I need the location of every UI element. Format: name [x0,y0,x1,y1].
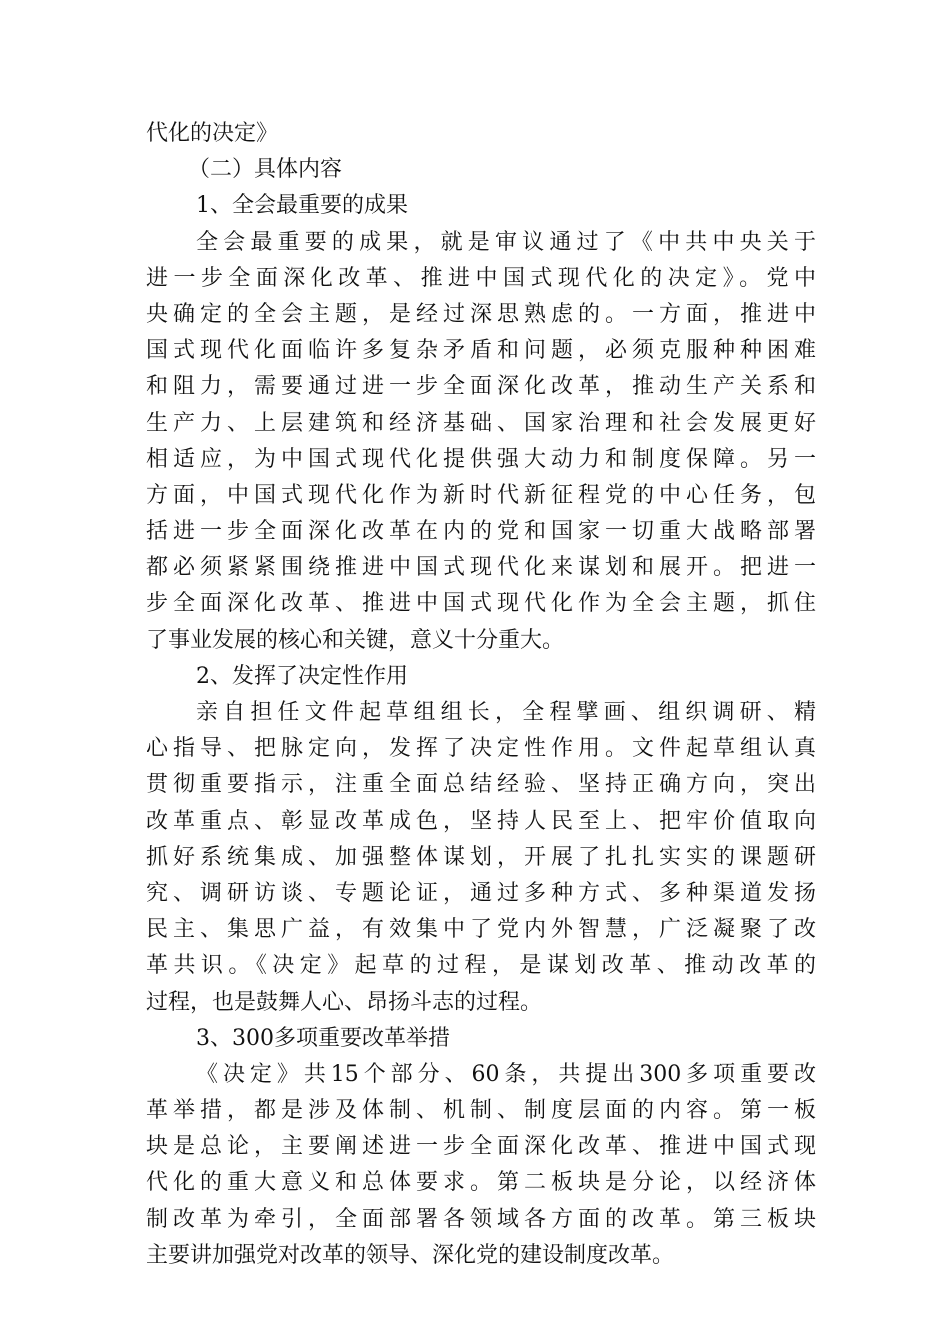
subheading: 1、全会最重要的成果 [196,193,408,219]
paragraph-line: 方面，中国式现代化作为新时代新征程党的中心任务，包 [146,482,816,508]
paragraph-line: 括进一步全面深化改革在内的党和国家一切重大战略部署 [146,519,816,545]
paragraph-line: 革共识。《决定》起草的过程，是谋划改革、推动改革的 [146,953,816,979]
paragraph-line: 抓好系统集成、加强整体谋划，开展了扎扎实实的课题研 [146,844,816,870]
document-body [146,116,816,1274]
paragraph-line: 究、调研访谈、专题论证，通过多种方式、多种渠道发扬 [146,880,816,906]
paragraph-line: 心指导、把脉定向，发挥了决定性作用。文件起草组认真 [146,736,816,762]
paragraph-line: 相适应，为中国式现代化提供强大动力和制度保障。另一 [146,446,816,472]
subheading: 3、300多项重要改革举措 [196,1025,450,1051]
paragraph-line: 块是总论，主要阐述进一步全面深化改革、推进中国式现 [146,1134,816,1160]
section-heading: （二）具体内容 [188,157,343,183]
paragraph-line: 代化的重大意义和总体要求。第二板块是分论，以经济体 [146,1170,816,1196]
paragraph-line: 《决定》共15个部分、60条，共提出300多项重要改 [196,1061,816,1087]
paragraph-line: 央确定的全会主题，是经过深思熟虑的。一方面，推进中 [146,301,816,327]
paragraph-line: 贯彻重要指示，注重全面总结经验、坚持正确方向，突出 [146,772,816,798]
paragraph-line: 步全面深化改革、推进中国式现代化作为全会主题，抓住 [146,591,816,617]
paragraph-line: 国式现代化面临许多复杂矛盾和问题，必须克服种种困难 [146,338,816,364]
paragraph-line: 代化的决定》 [146,121,279,146]
paragraph-line: 了事业发展的核心和关键，意义十分重大。 [146,627,565,653]
paragraph-line: 和阻力，需要通过进一步全面深化改革，推动生产关系和 [146,374,816,400]
paragraph-line: 全会最重要的成果，就是审议通过了《中共中央关于 [196,229,816,255]
paragraph-line: 革举措，都是涉及体制、机制、制度层面的内容。第一板 [146,1098,816,1124]
paragraph-line: 改革重点、彰显改革成色，坚持人民至上、把牢价值取向 [146,808,816,834]
paragraph-line: 都必须紧紧围绕推进中国式现代化来谋划和展开。把进一 [146,555,816,581]
paragraph-line: 民主、集思广益，有效集中了党内外智慧，广泛凝聚了改 [146,917,816,943]
paragraph-line: 主要讲加强党对改革的领导、深化党的建设制度改革。 [146,1242,675,1268]
paragraph-line: 生产力、上层建筑和经济基础、国家治理和社会发展更好 [146,410,816,436]
paragraph-line: 过程，也是鼓舞人心、昂扬斗志的过程。 [146,989,543,1015]
paragraph-line: 进一步全面深化改革、推进中国式现代化的决定》。党中 [146,265,816,291]
paragraph-line: 制改革为牵引，全面部署各领域各方面的改革。第三板块 [146,1206,816,1232]
paragraph-line: 亲自担任文件起草组组长，全程擘画、组织调研、精 [196,700,816,725]
subheading: 2、发挥了决定性作用 [196,663,408,689]
